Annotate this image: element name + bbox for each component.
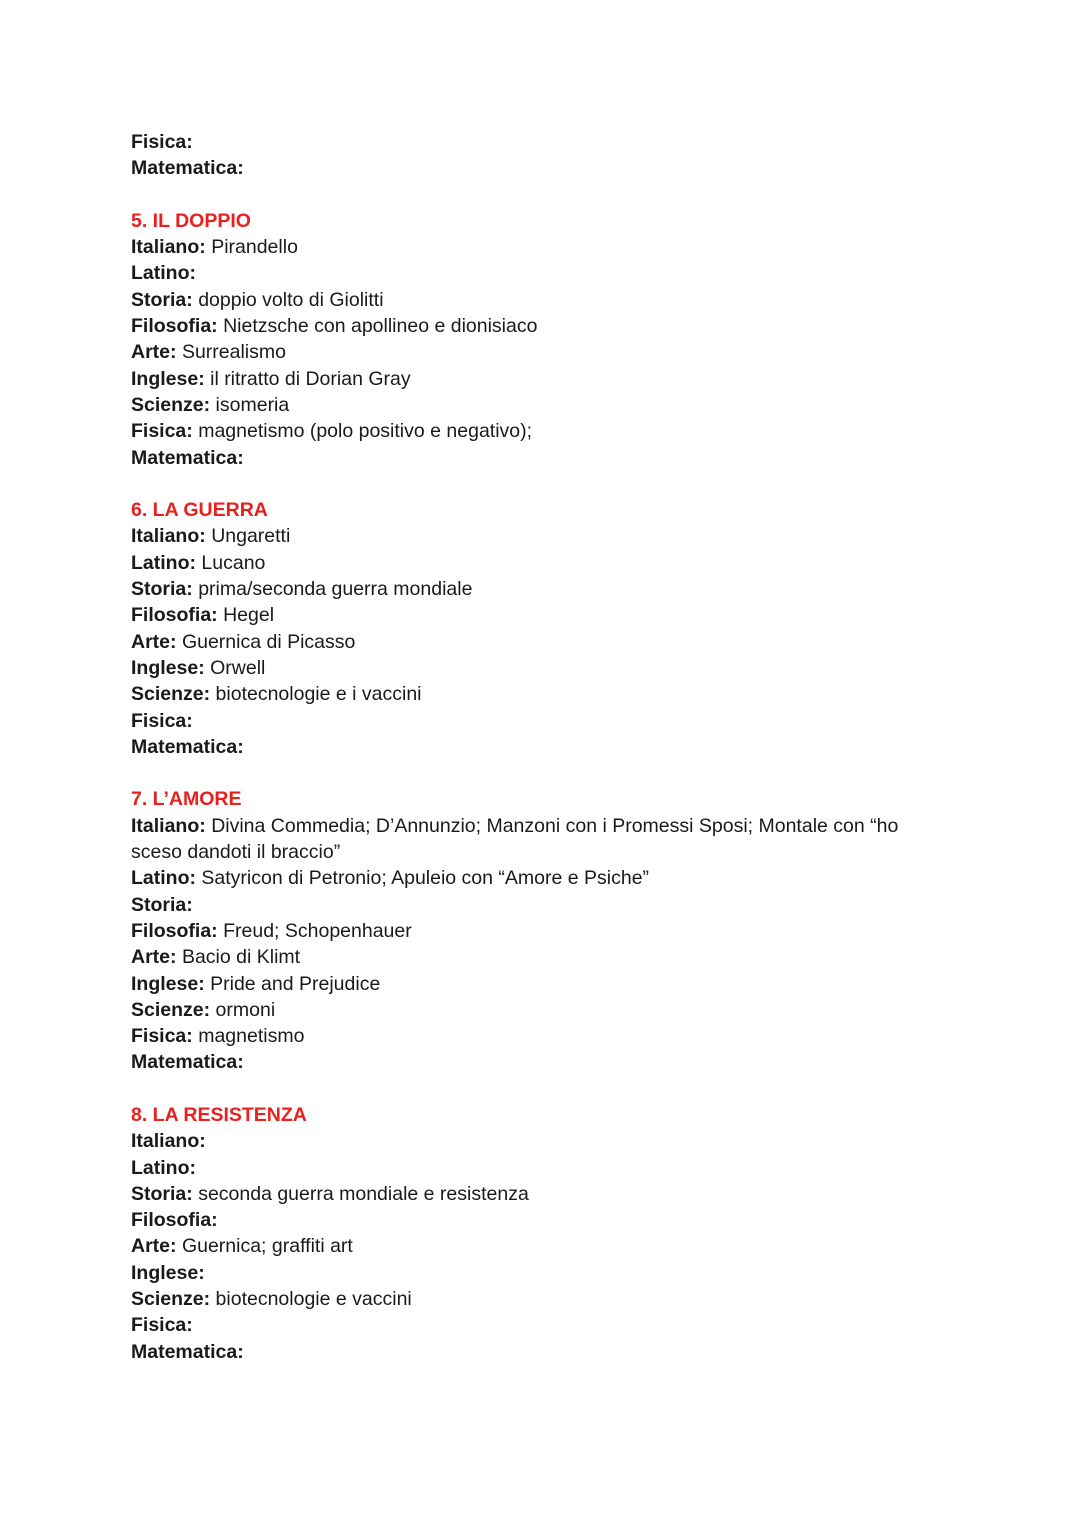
row-value: Orwell bbox=[210, 656, 266, 679]
row-inglese bbox=[131, 655, 931, 681]
row-scienze bbox=[131, 1286, 931, 1312]
section-title: 6. LA GUERRA bbox=[131, 499, 268, 522]
row-value: Pirandello bbox=[211, 236, 298, 259]
row-matematica bbox=[131, 155, 931, 181]
section-title: 5. IL DOPPIO bbox=[131, 209, 251, 232]
row-label: Fisica: bbox=[131, 420, 193, 443]
row-arte bbox=[131, 1233, 931, 1259]
row-label: Filosofia: bbox=[131, 604, 218, 627]
row-fisica bbox=[131, 1312, 931, 1338]
row-label: Matematica: bbox=[131, 735, 244, 758]
row-storia bbox=[131, 1181, 931, 1207]
row-value: seconda guerra mondiale e resistenza bbox=[198, 1182, 529, 1205]
row-storia bbox=[131, 576, 931, 602]
row-scienze bbox=[131, 392, 931, 418]
row-label: Italiano: bbox=[131, 525, 206, 548]
row-value: magnetismo bbox=[198, 1025, 305, 1048]
row-value: Freud; Schopenhauer bbox=[223, 919, 412, 942]
section-il-doppio bbox=[131, 208, 931, 471]
row-scienze bbox=[131, 997, 931, 1023]
row-fisica bbox=[131, 708, 931, 734]
row-label: Filosofia: bbox=[131, 919, 218, 942]
row-label: Scienze: bbox=[131, 683, 211, 706]
row-value: il ritratto di Dorian Gray bbox=[210, 367, 411, 390]
row-inglese bbox=[131, 1260, 931, 1286]
row-scienze bbox=[131, 681, 931, 707]
document-page bbox=[131, 129, 931, 1365]
row-value: Ungaretti bbox=[211, 525, 291, 548]
row-label: Fisica: bbox=[131, 1314, 193, 1337]
section-title: 8. LA RESISTENZA bbox=[131, 1103, 307, 1126]
row-label: Italiano: bbox=[131, 1130, 206, 1153]
row-label: Latino: bbox=[131, 867, 196, 890]
row-value: Guernica di Picasso bbox=[181, 630, 356, 653]
row-label: Fisica: bbox=[131, 131, 193, 153]
row-fisica bbox=[131, 1023, 931, 1049]
row-label: Fisica: bbox=[131, 1025, 193, 1048]
row-fisica bbox=[131, 418, 931, 444]
row-italiano bbox=[131, 523, 931, 549]
row-label: Arte: bbox=[131, 946, 177, 969]
row-label: Italiano: bbox=[131, 236, 206, 259]
row-latino bbox=[131, 865, 931, 891]
row-label: Storia: bbox=[131, 1182, 193, 1205]
section-title: 7. L’AMORE bbox=[131, 788, 242, 811]
row-label: Scienze: bbox=[131, 393, 211, 416]
row-label: Inglese: bbox=[131, 1261, 205, 1284]
row-label: Scienze: bbox=[131, 1288, 211, 1311]
row-storia bbox=[131, 892, 931, 918]
row-inglese bbox=[131, 366, 931, 392]
section-la-resistenza bbox=[131, 1102, 931, 1365]
row-value: magnetismo (polo positivo e negativo); bbox=[198, 420, 533, 443]
row-label: Latino: bbox=[131, 551, 196, 574]
row-arte bbox=[131, 339, 931, 365]
row-value: biotecnologie e vaccini bbox=[215, 1288, 412, 1311]
row-label: Storia: bbox=[131, 893, 193, 916]
row-arte bbox=[131, 629, 931, 655]
row-italiano bbox=[131, 234, 931, 260]
row-italiano bbox=[131, 1128, 931, 1154]
row-matematica bbox=[131, 1339, 931, 1365]
row-value: Surrealismo bbox=[181, 341, 286, 364]
section-l-amore bbox=[131, 786, 931, 1075]
row-label: Arte: bbox=[131, 1235, 177, 1258]
row-label: Storia: bbox=[131, 578, 193, 601]
row-value: Guernica; graffiti art bbox=[181, 1235, 353, 1258]
row-value: Divina Commedia; D’Annunzio; Manzoni con i Promessi Sposi; Montale con “ho sceso dandoti il braccio” bbox=[131, 814, 899, 864]
intro-block bbox=[131, 129, 931, 182]
row-label: Matematica: bbox=[131, 1340, 244, 1363]
row-arte bbox=[131, 944, 931, 970]
row-value: doppio volto di Giolitti bbox=[198, 288, 384, 311]
row-label: Latino: bbox=[131, 1156, 196, 1179]
row-label: Inglese: bbox=[131, 367, 205, 390]
row-label: Inglese: bbox=[131, 656, 205, 679]
row-filosofia bbox=[131, 1207, 931, 1233]
row-value: Bacio di Klimt bbox=[181, 946, 301, 969]
row-value: Lucano bbox=[201, 551, 266, 574]
row-label: Filosofia: bbox=[131, 1209, 218, 1232]
row-label: Filosofia: bbox=[131, 315, 218, 338]
row-label: Scienze: bbox=[131, 998, 211, 1021]
row-matematica bbox=[131, 1049, 931, 1075]
row-latino bbox=[131, 550, 931, 576]
row-label: Matematica: bbox=[131, 1051, 244, 1074]
row-filosofia bbox=[131, 602, 931, 628]
row-label: Italiano: bbox=[131, 814, 206, 837]
row-label: Fisica: bbox=[131, 709, 193, 732]
row-label: Matematica: bbox=[131, 157, 244, 180]
row-value: Hegel bbox=[223, 604, 275, 627]
row-label: Arte: bbox=[131, 341, 177, 364]
row-filosofia bbox=[131, 313, 931, 339]
row-label: Arte: bbox=[131, 630, 177, 653]
section-la-guerra bbox=[131, 497, 931, 760]
row-value: Nietzsche con apollineo e dionisiaco bbox=[223, 315, 538, 338]
row-italiano bbox=[131, 813, 931, 866]
row-latino bbox=[131, 260, 931, 286]
row-matematica bbox=[131, 445, 931, 471]
row-value: biotecnologie e i vaccini bbox=[215, 683, 422, 706]
row-storia bbox=[131, 287, 931, 313]
row-matematica bbox=[131, 734, 931, 760]
row-value: isomeria bbox=[215, 393, 290, 416]
row-label: Inglese: bbox=[131, 972, 205, 995]
row-label: Matematica: bbox=[131, 446, 244, 469]
row-value: Satyricon di Petronio; Apuleio con “Amore e Psiche” bbox=[201, 867, 650, 890]
row-inglese bbox=[131, 971, 931, 997]
row-label: Latino: bbox=[131, 262, 196, 285]
row-value: prima/seconda guerra mondiale bbox=[198, 578, 473, 601]
row-label: Storia: bbox=[131, 288, 193, 311]
row-filosofia bbox=[131, 918, 931, 944]
row-value: ormoni bbox=[215, 998, 276, 1021]
row-fisica bbox=[131, 129, 931, 155]
row-value: Pride and Prejudice bbox=[210, 972, 381, 995]
row-latino bbox=[131, 1155, 931, 1181]
